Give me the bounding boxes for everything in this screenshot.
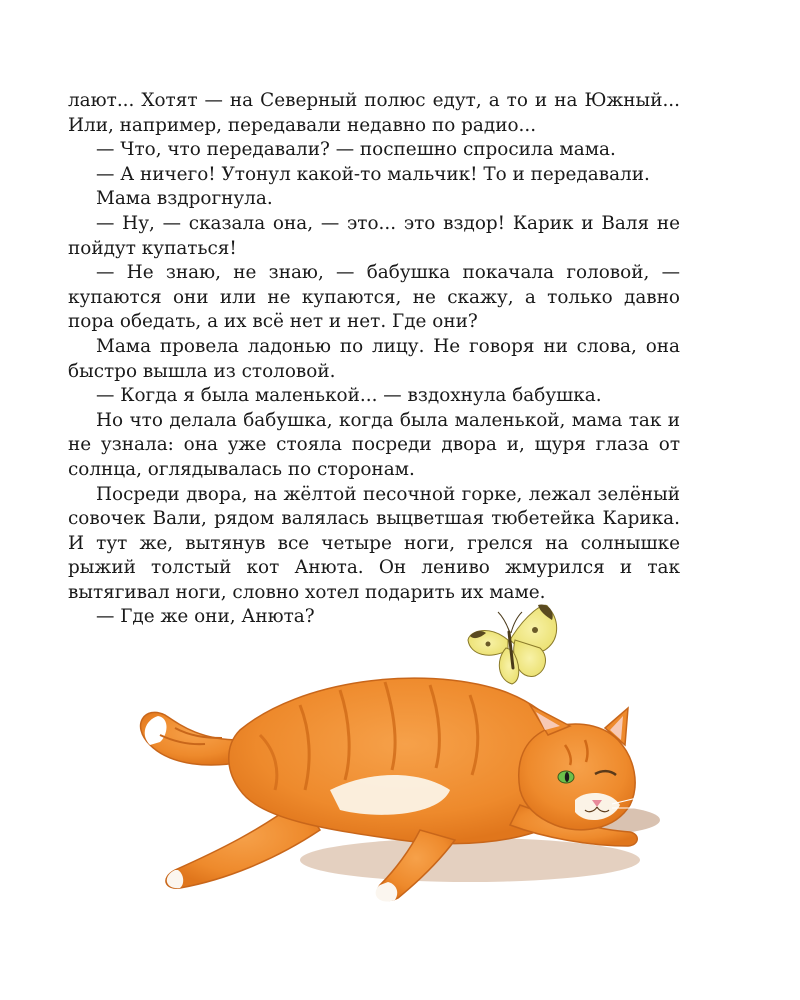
- paragraph-2: — Что, что передавали? — поспешно спросила мама.: [96, 139, 616, 161]
- paragraph-3: — А ничего! Утонул какой-то мальчик! То и передавали.: [96, 163, 650, 185]
- paragraph-9: Но что делала бабушка, когда была маленькой, мама так и не узнала: она уже стояла посреди двора и, щуря глаза от солнца, оглядывалась по сторонам.: [68, 409, 680, 480]
- paragraph-10: Посреди двора, на жёлтой песочной горке, лежал зелёный совочек Вали, рядом валялась выцветшая тюбетейка Карика. И тут же, вытянув все четыре ноги, грелся на солнышке рыжий толстый кот Анюта. Он лениво жмурился и так вытягивал ноги, словно хотел подарить их маме.: [68, 483, 680, 603]
- paragraph-4: Мама вздрогнула.: [96, 188, 273, 210]
- paragraph-8: — Когда я была маленькой... — вздохнула бабушка.: [96, 385, 602, 407]
- paragraph-11: — Где же они, Анюта?: [96, 606, 315, 628]
- paragraph-1: лают... Хотят — на Северный полюс едут, а то и на Южный... Или, например, передавали недавно по радио...: [68, 90, 680, 136]
- paragraph-6: — Не знаю, не знаю, — бабушка покачала головой, — купаются они или не купаются, не скажу, а только давно пора обедать, а их всё нет и нет. Где они?: [68, 262, 680, 333]
- paragraph-5: — Ну, — сказала она, — это... это вздор! Карик и Валя не пойдут купаться!: [68, 212, 680, 259]
- butterfly-icon: [468, 604, 557, 684]
- paragraph-7: Мама провела ладонью по лицу. Не говоря ни слова, она быстро вышла из столовой.: [68, 335, 680, 382]
- cat-icon: [141, 678, 660, 901]
